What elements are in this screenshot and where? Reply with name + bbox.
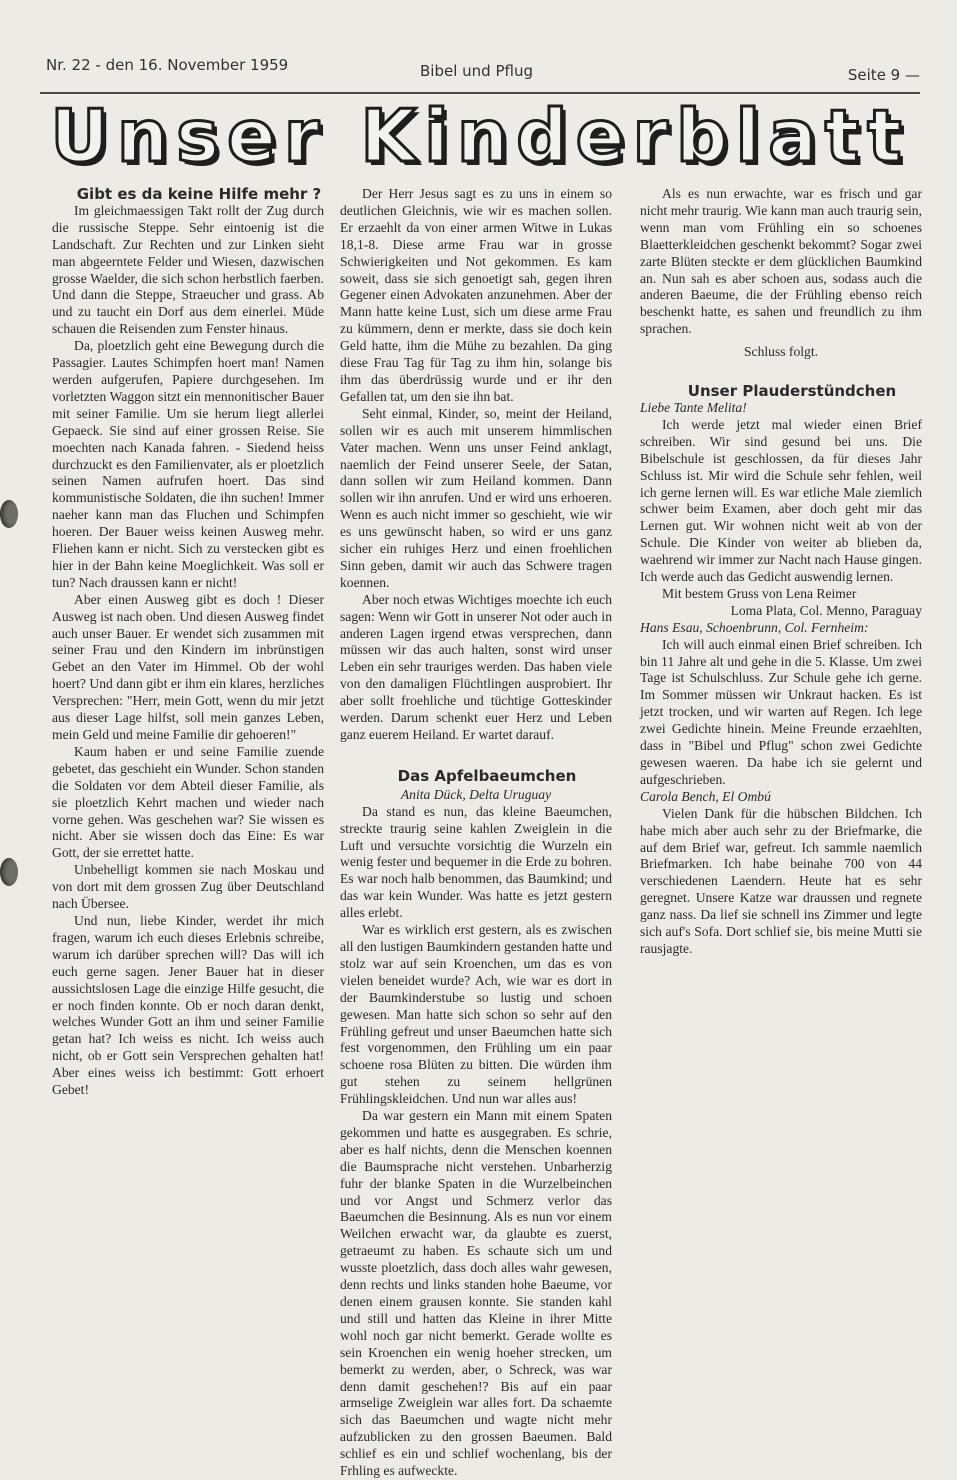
article-title: Unser Plauderstündchen bbox=[687, 382, 897, 401]
column-1 bbox=[52, 186, 324, 1099]
paragraph: Aber noch etwas Wichtiges moechte ich euch sagen: Wenn wir Gott in unserer Not oder auch in anderen Lagen irgend etwas versprechen, dann müssen wir das auch halten, sonst wird unser Leben ein sehr trauriges werden. Das haben viele von den damaligen Flüchtlingen ausprobiert. Ihr aber sollt froehliche und tüchtige Gotteskinder werden. Darum schenkt euer Herz und Leben ganz euerem Heiland. Er wartet darauf. bbox=[340, 591, 612, 742]
paragraph: Kaum haben er und seine Familie zuende gebetet, das geschieht ein Wunder. Schon standen die Soldaten vor dem Abteil dieser Familie, als sie ploetzlich Kehrt machen und wieder nach vorne gehen. Was geschehen war? Sie wissen es nicht. Aber sie wissen doch das Eine: Es war Gott, der sie errettet hatte. bbox=[52, 743, 324, 861]
paragraph: Da, ploetzlich geht eine Bewegung durch die Passagier. Lautes Schimpfen hoert man! Namen werden aufgerufen, Papiere durchgesehen. Im vorletzten Waggon sitzt ein mennonitischer Bauer mit seiner Familie. Um sie herum liegt allerlei Gepaeck. Sie sind auf einer grossen Reise. Sie moechten nach Kanada fahren. - Siedend heiss durchzuckt es den Familienvater, als er ploetzlich seinen Namen aufrufen hoert. Das sind kommunistische Soldaten, die ihn suchen! Immer naeher kann man das Fluchen und Schimpfen hoeren. Der Bauer weiss keinen Ausweg mehr. Fliehen kann er nicht. Sich zu verstecken gibt es hier in der Bahn keine Moeglichkeit. Was soll er tun? Nach draussen kann er nicht! bbox=[52, 338, 324, 590]
paragraph: Unbehelligt kommen sie nach Moskau und von dort mit dem grossen Zug über Deutschland nach Übersee. bbox=[52, 862, 324, 912]
paragraph: War es wirklich erst gestern, als es zwischen all den lustigen Baumkindern gestanden hatte und stolz war auf sein Kroenchen, um das es von vielen beneidet wurde? Ach, wie war es dort in der Baumkinderstube so lustig und schoen gewesen. Man hatte sich schon so sehr auf den Frühling gefreut und unser Baeumchen hatte sich fest vorgenommen, den Frühling um ein paar schoene rosa Blüten zu bitten. Die würden ihm gut stehen zu seinem hellgrünen Frühlingskleidchen. Und nun war alles aus! bbox=[340, 922, 612, 1107]
paragraph: Da stand es nun, das kleine Baeumchen, streckte traurig seine kahlen Zweiglein in die Luft und versuchte vorsichtig die Wurzeln ein wenig fester und bequemer in die Erde zu bohren. Es war noch halb benommen, das Baumkind; und das war kein Wunder. Was hatte es jetzt gestern alles erlebt. bbox=[340, 803, 612, 921]
column-3 bbox=[640, 186, 922, 958]
article-title: Gibt es da keine Hilfe mehr ? bbox=[76, 185, 322, 203]
paragraph: Da war gestern ein Mann mit einem Spaten gekommen und hatte es ausgegraben. Es schrie, aber es half nichts, denn die Menschen koennen die Baumsprache nicht verstehen. Unbarherzig fuhr der blanke Spaten in die Wurzelbeinchen und vor Angst und Schmerz verlor das Baeumchen die Besinnung. Als es nun vor einem Weilchen erwacht war, da glaubte es zuerst, getraeumt zu haben. Es schaute sich um und wusste ploetzlich, dass doch alles wahr gewesen, denn rechts und links standen hohe Baeume, vor denen einem grausen konnte. Sie standen kahl und still und hatten das Kleine in ihrer Mitte wohl noch gar nicht bemerkt. Gerade wollte es sein Kroenchen ein wenig hoeher strecken, um bemerkt zu werden, aber, o Schreck, was war denn damit geschehen!? Bis auf ein paar armselige Zweiglein war alles fort. Da schaemte sich das Baeumchen und wagte nicht mehr aufzublicken zu den grossen Baeumen. Bald schlief es ein und schlief wochenlang, bis der Frhling es aufweckte. bbox=[340, 1108, 612, 1479]
punch-hole bbox=[0, 500, 18, 528]
page-header bbox=[40, 52, 920, 94]
column-2 bbox=[340, 186, 612, 1480]
paragraph: Seht einmal, Kinder, so, meint der Heiland, sollen wir es auch mit unserem himmlischen Vater machen. Wenn uns unser Feind anklagt, naemlich der Feind unserer Seele, der Satan, dann sollen wir zum Heiland kommen. Dann sollen wir ihn anrufen. Und er wird uns erhoeren. Wenn es auch nicht immer so geschieht, wie wir es uns gewünscht haben, so wird er uns ganz sicher ein ruhiges Herz und einen froehlichen Sinn geben, damit wir auch das Schwere tragen koennen. bbox=[340, 405, 612, 590]
publication-name: Bibel und Pflug bbox=[420, 62, 533, 80]
to-be-continued: Schluss folgt. bbox=[743, 344, 818, 360]
letter-author: Hans Esau, Schoenbrunn, Col. Fernheim: bbox=[640, 619, 869, 635]
issue-date: Nr. 22 - den 16. November 1959 bbox=[46, 56, 289, 74]
paragraph: Der Herr Jesus sagt es zu uns in einem so deutlichen Gleichnis, wie wir es machen sollen. Er erzaehlt da von einer armen Witwe in Lukas 18,1-8. Diese arme Frau war in grosse Schwierigkeiten und Not gekommen. Es kam soweit, dass sie sich genoetigt sah, gegen ihren Gegener einen Advokaten anzunehmen. Aber der Mann hatte keine Lust, sich um diese arme Frau zu kümmern, denn er merkte, dass sie doch kein Geld hatte, ihm die Mühe zu bezahlen. Da ging diese Frau Tag für Tag zu ihm hin, solange bis ihm das überdrüssig wurde und er ihr den Gefallen tat, um den sie ihn bat. bbox=[340, 186, 612, 404]
article-title: Das Apfelbaeumchen bbox=[397, 766, 577, 785]
paragraph: Als es nun erwachte, war es frisch und gar nicht mehr traurig. Wie kann man auch traurig sein, wenn man vom Frühling ein so schoenes Blaetterkleidchen geschenkt bekommt? Sogar zwei zarte Blüten steckte er dem glücklichen Baumkind an. Nun sah es aber schoen aus, sodass auch die anderen Baeume, die der Frühling ebenso reich beschenkt hatte, es sahen und freundlich zu ihm sprachen. bbox=[640, 186, 922, 337]
letter-author: Carola Bench, El Ombú bbox=[640, 788, 771, 804]
paragraph: Ich will auch einmal einen Brief schreiben. Ich bin 11 Jahre alt und gehe in die 5. Klasse. Um zwei Tage ist Schulschluss. Zur Schule gehe ich gerne. Im Sommer müssen wir Unkraut hacken. Es ist jetzt trocken, und wir warten auf Regen. Ich lege zwei Gedichte hinein. Meine Freunde erzaehlten, dass in "Bibel und Pflug" schon zwei Gedichte gewesen waeren. Da habe ich sie gelernt und aufgeschrieben. bbox=[640, 636, 922, 787]
masthead-title: Unser Kinderblatt bbox=[50, 94, 910, 178]
page-number: Seite 9 — bbox=[847, 66, 920, 84]
salutation: Liebe Tante Melita! bbox=[640, 399, 747, 415]
paragraph: Im gleichmaessigen Takt rollt der Zug durch die russische Steppe. Sehr eintoenig ist die Landschaft. Zur Rechten und zur Linken sieht man abgeerntete Felder und Wiesen, dazwischen grosse Waelder, die sich schon herbstlich faerben. Und dann die Steppe, Straeucher und grass. Ab und zu taucht ein Dorf aus dem einerlei. Müde schauen die Reisenden zum Fenster hinaus. bbox=[52, 202, 324, 337]
punch-hole bbox=[0, 858, 18, 886]
byline: Anita Dück, Delta Uruguay bbox=[400, 786, 552, 802]
paragraph: Vielen Dank für die hübschen Bildchen. Ich habe mich aber auch sehr zu der Briefmarke, die auf dem Brief war, gefreut. Ich sammle naemlich Briefmarken. Ich habe beinahe 700 von 44 verschiedenen Laendern. Heute hat es sehr geregnet. Unsere Katze war draussen und regnete ganz nass. Da lief sie schnell ins Zimmer und legte sich auf's Sofa. Dort schlief sie, bis meine Mutti sie rausjagte. bbox=[640, 805, 922, 956]
paragraph: Und nun, liebe Kinder, werdet ihr mich fragen, warum ich euch dieses Erlebnis schreibe, warum ich darüber sprechen will? Das will ich euch gerne sagen. Jener Bauer hat in dieser aussichtslosen Lage die einzige Hilfe gesucht, die er noch finden konnte. Ob er noch daran denkt, welches Wunder Gott an ihm und seiner Familie getan hat? Ich weiss es nicht. Ich weiss auch nicht, ob er Gott sein Versprechen gehalten hat! Aber eines weiss ich bestimmt: Gott erhoert Gebet! bbox=[52, 912, 324, 1098]
paragraph: Ich werde jetzt mal wieder einen Brief schreiben. Wir sind gesund bei uns. Die Bibelschule ist geschlossen, da für dieses Jahr Schluss ist. Mir wird die Schule sehr fehlen, weil ich gerne lernen will. Es war etliche Male ziemlich schwer beim Examen, aber doch geht mir das Lernen gut. Wir wohnen nicht weit ab von der Schule. Die Kinder von weiter ab blieben da, waehrend wir immer zur Nacht nach Hause gingen. Ich werde auch das Gedicht auswendig lernen. bbox=[640, 416, 922, 585]
signature: Mit bestem Gruss von Lena Reimer bbox=[662, 585, 857, 601]
signature-location: Loma Plata, Col. Menno, Paraguay bbox=[730, 602, 922, 618]
paragraph: Aber einen Ausweg gibt es doch ! Dieser Ausweg ist nach oben. Und diesen Ausweg findet auch unser Bauer. Er wendet sich zusammen mit seiner Frau und den Kindern im inbrünstigen Gebet an den Vater im Himmel. Ob der wohl hoert? Und dann gibt er ihm ein klares, herzliches Versprechen: "Herr, mein Gott, wenn du mir jetzt aus dieser Lage hilfst, soll mein ganzes Leben, mein Geld und meine Familie dir gehoeren!" bbox=[52, 591, 324, 742]
